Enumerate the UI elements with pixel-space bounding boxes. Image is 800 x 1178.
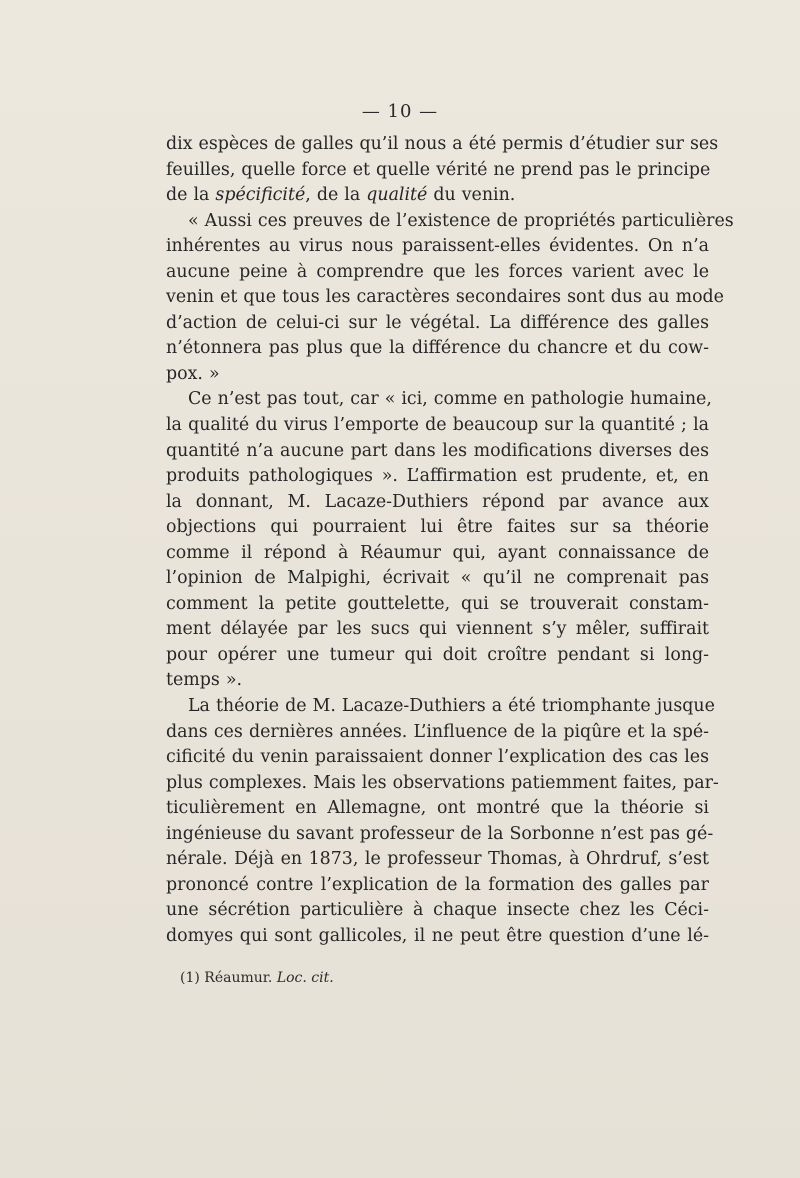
- text-line: de la spécificité, de la qualité du venin.: [166, 185, 516, 206]
- text-line: domyes qui sont gallicoles, il ne peut être question d’une lé-: [166, 925, 709, 946]
- text-line: ticulièrement en Allemagne, ont montré que la théorie si: [166, 798, 709, 819]
- text-line: objections qui pourraient lui être faites sur sa théorie: [166, 517, 709, 538]
- text-line: temps ».: [166, 670, 243, 691]
- text-line: ingénieuse du savant professeur de la Sorbonne n’est pas gé-: [166, 823, 714, 844]
- text-line: nérale. Déjà en 1873, le professeur Thomas, à Ohrdruf, s’est: [166, 849, 709, 870]
- text-line: comment la petite gouttelette, qui se trouverait constam-: [166, 593, 709, 614]
- text-line: la donnant, M. Lacaze-Duthiers répond par avance aux: [166, 491, 709, 512]
- text-line: quantité n’a aucune part dans les modifications diverses des: [166, 440, 709, 461]
- text-line: comme il répond à Réaumur qui, ayant connaissance de: [166, 542, 709, 563]
- footnote-reference: Loc. cit.: [276, 970, 334, 986]
- text-line: plus complexes. Mais les observations patiemment faites, par-: [166, 772, 719, 793]
- text-line: la qualité du virus l’emporte de beaucoup sur la quantité ; la: [166, 415, 709, 436]
- text-line: ment délayée par les sucs qui viennent s’y mêler, suffirait: [166, 619, 709, 640]
- text-line: feuilles, quelle force et quelle vérité ne prend pas le principe: [166, 159, 711, 180]
- text-line: dix espèces de galles qu’il nous a été permis d’étudier sur ses: [166, 134, 719, 154]
- text-line: dans ces dernières années. L’influence de la piqûre et la spé-: [166, 721, 709, 742]
- text-line: La théorie de M. Lacaze-Duthiers a été triomphante jusque: [188, 696, 715, 717]
- text-line: produits pathologiques ». L’affirmation est prudente, et, en: [166, 466, 709, 487]
- text-line: venin et que tous les caractères secondaires sont dus au mode: [166, 287, 724, 308]
- text-line: pox. »: [166, 363, 220, 384]
- text-line: « Aussi ces preuves de l’existence de propriétés particulières: [188, 210, 734, 231]
- footnote: [180, 970, 334, 986]
- text-line: l’opinion de Malpighi, écrivait « qu’il ne comprenait pas: [166, 568, 709, 589]
- text-line: Ce n’est pas tout, car « ici, comme en pathologie humaine,: [188, 389, 712, 410]
- emphasis-specificite: spécificité: [215, 185, 306, 206]
- page-number: — 10 —: [361, 101, 439, 122]
- text-line: aucune peine à comprendre que les forces varient avec le: [166, 261, 709, 282]
- text-line: n’étonnera pas plus que la différence du chancre et du cow-: [166, 338, 709, 359]
- text-line: pour opérer une tumeur qui doit croître pendant si long-: [166, 644, 709, 665]
- emphasis-qualite: qualité: [366, 185, 428, 206]
- text-line: d’action de celui-ci sur le végétal. La différence des galles: [166, 312, 709, 333]
- text-line: inhérentes au virus nous paraissent-elles évidentes. On n’a: [166, 236, 709, 257]
- text-line: une sécrétion particulière à chaque insecte chez les Céci-: [166, 900, 709, 921]
- footnote-marker: (1) Réaumur.: [180, 970, 277, 986]
- text-line: prononcé contre l’explication de la formation des galles par: [166, 874, 709, 895]
- text-line: cificité du venin paraissaient donner l’explication des cas les: [166, 747, 709, 768]
- body-text: [166, 132, 734, 950]
